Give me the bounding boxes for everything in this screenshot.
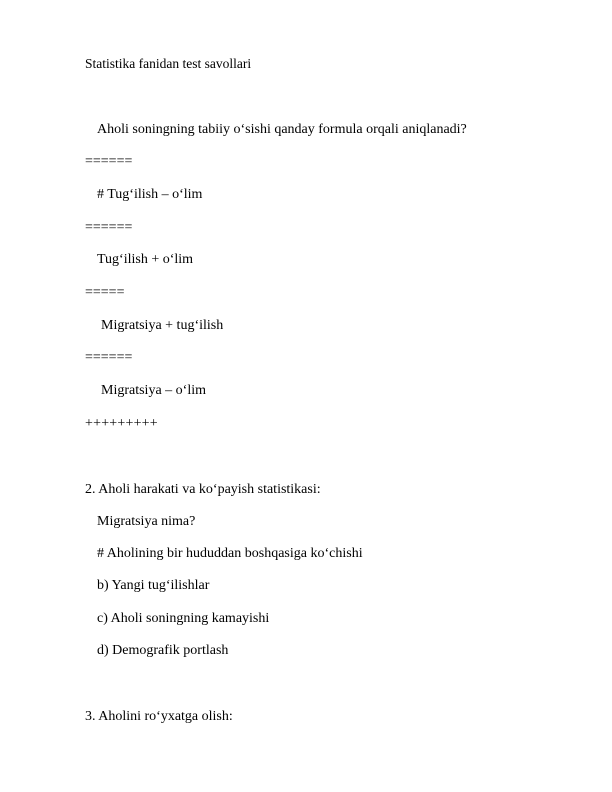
answer-separator: ======	[85, 350, 133, 365]
section-2-option-b: b) Yangi tug‘ilishlar	[97, 578, 210, 593]
answer-separator: ======	[85, 154, 133, 169]
answer-separator: ======	[85, 220, 133, 235]
document-title: Statistika fanidan test savollari	[85, 56, 252, 71]
question-1-text: Aholi soningning tabiiy o‘sishi qanday formula orqali aniqlanadi?	[97, 122, 467, 137]
section-2-question: Migratsiya nima?	[97, 514, 196, 529]
answer-option: Tug‘ilish + o‘lim	[97, 252, 194, 267]
answer-separator: =====	[85, 285, 125, 300]
section-2-option-d: d) Demografik portlash	[97, 643, 229, 658]
section-3-heading: 3. Aholini ro‘yxatga olish:	[85, 709, 233, 724]
answer-option: Migratsiya + tug‘ilish	[101, 318, 224, 333]
section-2-heading: 2. Aholi harakati va ko‘payish statistikasi:	[85, 482, 321, 497]
question-end-marker: +++++++++	[85, 416, 158, 431]
answer-option: Migratsiya – o‘lim	[101, 383, 206, 398]
answer-correct: # Tug‘ilish – o‘lim	[97, 187, 203, 202]
section-2-option-c: c) Aholi soningning kamayishi	[97, 611, 270, 626]
section-2-option-correct: # Aholining bir hududdan boshqasiga ko‘chishi	[97, 546, 363, 561]
